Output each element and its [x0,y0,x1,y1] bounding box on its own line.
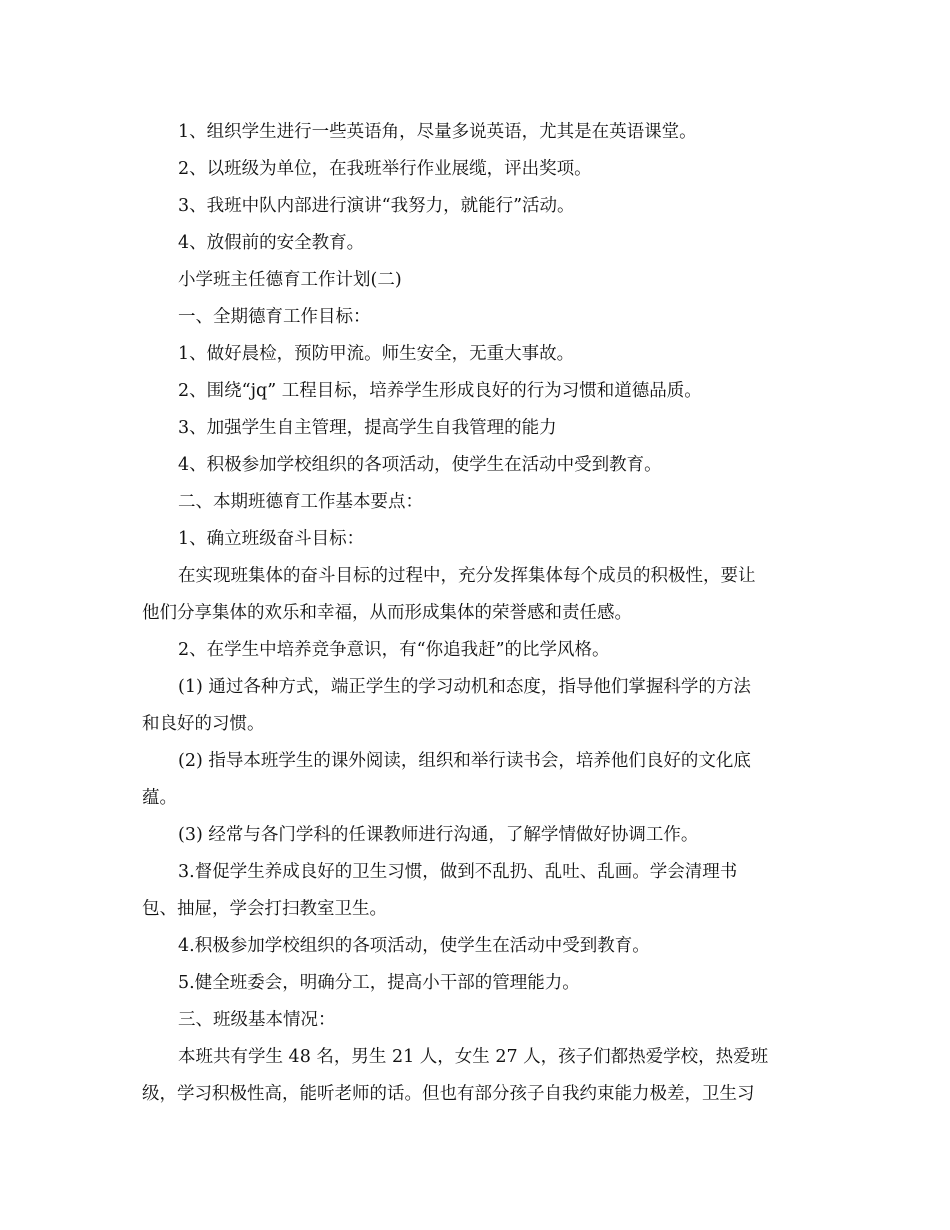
paragraph [142,188,804,225]
text-line: 二、本期班德育工作基本要点： [178,492,423,512]
paragraph [142,817,804,854]
paragraph [142,521,804,558]
text-line: 2、在学生中培养竞争意识，有“你追我赶”的比学风格。 [178,640,610,660]
paragraph [142,928,804,965]
text-line: 1、确立班级奋斗目标： [178,529,365,549]
text-line: 一、全期德育工作目标： [178,307,371,327]
text-line: 本班共有学生 48 名，男生 21 人，女生 27 人，孩子们都热爱学校，热爱班 [178,1047,769,1067]
paragraph [142,410,804,447]
text-line: 2、以班级为单位，在我班举行作业展缆，评出奖项。 [178,159,592,179]
text-line: 1、做好晨检，预防甲流。师生安全，无重大事故。 [178,344,575,364]
paragraph [142,114,804,151]
paragraph [142,225,804,262]
text-line: 在实现班集体的奋斗目标的过程中，充分发挥集体每个成员的积极性，要让 [178,566,756,586]
section-heading [142,1002,804,1039]
paragraph [142,632,804,669]
text-line: 5.健全班委会，明确分工，提高小干部的管理能力。 [178,973,580,993]
section-title [142,262,804,299]
text-line: 蕴。 [142,788,177,808]
paragraph [142,669,804,743]
text-line: 包、抽屉，学会打扫教室卫生。 [142,899,387,919]
text-line: 2、围绕“jq” 工程目标，培养学生形成良好的行为习惯和道德品质。 [178,381,702,401]
text-line: 和良好的习惯。 [142,714,265,734]
text-line: 4、积极参加学校组织的各项活动，使学生在活动中受到教育。 [178,455,662,475]
section-heading [142,299,804,336]
text-line: 3、加强学生自主管理，提高学生自我管理的能力 [178,418,557,438]
paragraph [142,1039,804,1113]
text-line: 3、我班中队内部进行演讲“我努力，就能行”活动。 [178,196,575,216]
text-line: 3.督促学生养成良好的卫生习惯，做到不乱扔、乱吐、乱画。学会清理书 [178,862,738,882]
text-line: 级，学习积极性高，能听老师的话。但也有部分孩子自我约束能力极差，卫生习 [142,1084,755,1104]
text-line: 1、组织学生进行一些英语角，尽量多说英语，尤其是在英语课堂。 [178,122,697,142]
text-line: (2) 指导本班学生的课外阅读，组织和举行读书会，培养他们良好的文化底 [178,751,751,771]
section-heading [142,484,804,521]
paragraph [142,965,804,1002]
paragraph [142,336,804,373]
paragraph [142,743,804,817]
text-line: 小学班主任德育工作计划(二) [178,270,402,290]
text-line: 4、放假前的安全教育。 [178,233,365,253]
paragraph [142,558,804,632]
document-body [142,114,804,1113]
paragraph [142,373,804,410]
text-line: 三、班级基本情况： [178,1010,336,1030]
text-line: 4.积极参加学校组织的各项活动，使学生在活动中受到教育。 [178,936,650,956]
text-line: (1) 通过各种方式，端正学生的学习动机和态度，指导他们掌握科学的方法 [178,677,751,697]
paragraph [142,854,804,928]
text-line: (3) 经常与各门学科的任课教师进行沟通，了解学情做好协调工作。 [178,825,699,845]
paragraph [142,447,804,484]
paragraph [142,151,804,188]
text-line: 他们分享集体的欢乐和幸福，从而形成集体的荣誉感和责任感。 [142,603,632,623]
